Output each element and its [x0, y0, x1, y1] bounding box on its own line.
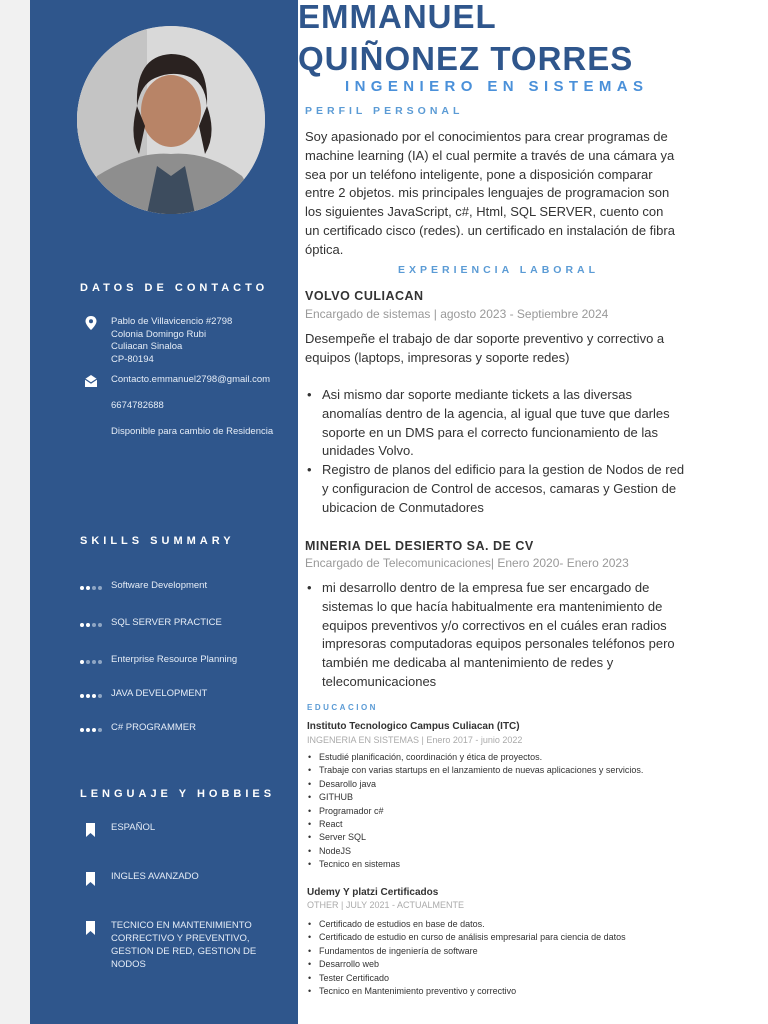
- job-company: MINERIA DEL DESIERTO SA. DE CV: [305, 539, 534, 553]
- list-item: • Server SQL: [307, 831, 707, 844]
- job-subtitle: Encargado de Telecomunicaciones| Enero 2020- Enero 2023: [305, 556, 629, 570]
- education-institution: Udemy Y platzi Certificados: [307, 887, 439, 898]
- language-label: CORRECTIVO Y PREVENTIVO,: [111, 933, 250, 944]
- person-name: [298, 0, 633, 80]
- job-company: VOLVO CULIACAN: [305, 289, 424, 303]
- job-subtitle: Encargado de sistemas | agosto 2023 - Septiembre 2024: [305, 307, 609, 321]
- job-bullets: [305, 386, 685, 518]
- contact-section-title: DATOS DE CONTACTO: [80, 282, 269, 294]
- education-institution: Instituto Tecnologico Campus Culiacan (ITC): [307, 721, 520, 732]
- list-item: • Registro de planos del edificio para la gestion de Nodos de red y configuracion de Control de accesos, camaras y Gestion de ubicacion de Conmutadores: [305, 461, 685, 517]
- bookmark-icon: [86, 921, 95, 935]
- profile-text: Soy apasionado por el conocimientos para crear programas de machine learning (IA) el cual permite a través de una cámara ya sea por un teléfono inteligente, pone a disposición comparar entre 2 objetos. mis principales lenguajes de programacion son los siguientes JavaScript, c#, Html, SQL SERVER, cuento con un certificado cisco (redes). un certificado en instalación de fibra óptica.: [305, 129, 675, 257]
- skill-dot: [80, 694, 84, 698]
- language-label: INGLES AVANZADO: [111, 871, 199, 882]
- list-item: • Asi mismo dar soporte mediante tickets a las diversas anomalías dentro de la agencia, al igual que tuve que darles soporte en un DMS para el correcto funcionamiento de las unidades Volvo.: [305, 386, 685, 461]
- language-item: [80, 919, 300, 973]
- address-line: Culiacan Sinaloa: [111, 341, 183, 352]
- list-item: • Tecnico en Mantenimiento preventivo y correctivo: [307, 985, 707, 998]
- job-role: INGENIERO EN SISTEMAS: [345, 78, 649, 95]
- skill-label: C# PROGRAMMER: [111, 722, 196, 733]
- page-margin: [0, 0, 30, 1024]
- skill-dot: [86, 623, 90, 627]
- skill-item: [80, 654, 300, 668]
- list-item: • Trabaje con varias startups en el lanzamiento de nuevas aplicaciones y servicios.: [307, 764, 707, 777]
- skill-dot: [92, 728, 96, 732]
- profile-photo: [77, 26, 265, 214]
- skill-dot: [92, 623, 96, 627]
- sidebar: [30, 0, 298, 1024]
- list-item: • Fundamentos de ingeniería de software: [307, 945, 707, 958]
- list-item: • GITHUB: [307, 791, 707, 804]
- skill-dot: [98, 728, 102, 732]
- contact-phone: [80, 400, 290, 414]
- name-line: EMMANUEL: [298, 0, 497, 35]
- skill-dot: [80, 728, 84, 732]
- languages-section-title: LENGUAJE Y HOBBIES: [80, 788, 276, 800]
- skill-level-dots: [80, 620, 108, 628]
- skill-dot: [86, 586, 90, 590]
- name-line: QUIÑONEZ TORRES: [298, 40, 634, 77]
- address-line: Pablo de Villavicencio #2798: [111, 316, 233, 327]
- skill-item: [80, 722, 300, 736]
- skill-dot: [98, 694, 102, 698]
- contact-availability: [80, 426, 290, 440]
- skill-label: SQL SERVER PRACTICE: [111, 617, 222, 628]
- availability-text: Disponible para cambio de Residencia: [111, 426, 274, 437]
- skill-item: [80, 688, 300, 702]
- list-item: • Estudié planificación, coordinación y ética de proyectos.: [307, 751, 707, 764]
- bookmark-icon: [86, 823, 95, 837]
- skill-dot: [86, 728, 90, 732]
- skill-level-dots: [80, 583, 108, 591]
- skill-dot: [86, 694, 90, 698]
- skill-label: Software Development: [111, 580, 208, 591]
- address-line: Colonia Domingo Rubi: [111, 328, 207, 340]
- list-item: • NodeJS: [307, 845, 707, 858]
- contact-email: [80, 374, 290, 388]
- language-label: NODOS: [111, 959, 146, 970]
- skill-dot: [98, 586, 102, 590]
- skill-dot: [80, 660, 84, 664]
- skill-label: Enterprise Resource Planning: [111, 654, 238, 665]
- list-item: • Certificado de estudio en curso de análisis empresarial para ciencia de datos: [307, 931, 707, 944]
- education-bullets: [307, 751, 707, 872]
- skill-item: [80, 617, 300, 631]
- skill-dot: [80, 586, 84, 590]
- skill-dot: [80, 623, 84, 627]
- language-label: ESPAÑOL: [111, 822, 156, 833]
- list-item: • Tester Certificado: [307, 972, 707, 985]
- bookmark-icon: [86, 872, 95, 886]
- job-description: Desempeñe el trabajo de dar soporte preventivo y correctivo a equipos (laptops, impresoras y soporte redes): [305, 331, 665, 365]
- skill-level-dots: [80, 657, 108, 665]
- skill-level-dots: [80, 725, 108, 733]
- address-line: CP-80194: [111, 353, 154, 365]
- skill-dot: [92, 660, 96, 664]
- skill-item: [80, 580, 300, 594]
- job-bullets: [305, 579, 685, 692]
- skill-dot: [98, 660, 102, 664]
- skill-dot: [92, 586, 96, 590]
- education-subtitle: INGENERIA EN SISTEMAS | Enero 2017 - junio 2022: [307, 735, 523, 745]
- profile-section-title: PERFIL PERSONAL: [305, 105, 464, 117]
- list-item: • Certificado de estudios en base de datos.: [307, 918, 707, 931]
- skill-dot: [86, 660, 90, 664]
- education-section-title: EDUCACION: [307, 703, 378, 712]
- skill-level-dots: [80, 691, 108, 699]
- list-item: • Programador c#: [307, 805, 707, 818]
- list-item: • Tecnico en sistemas: [307, 858, 707, 871]
- list-item: • React: [307, 818, 707, 831]
- skill-dot: [98, 623, 102, 627]
- language-label: TECNICO EN MANTENIMIENTO: [111, 920, 252, 931]
- experience-section-title: EXPERIENCIA LABORAL: [398, 264, 600, 276]
- list-item: • Desarrollo web: [307, 958, 707, 971]
- language-item: [80, 821, 300, 837]
- location-pin-icon: [84, 316, 98, 330]
- mail-icon: [84, 374, 98, 388]
- education-subtitle: OTHER | JULY 2021 - ACTUALMENTE: [307, 900, 465, 910]
- language-label: GESTION DE RED, GESTION DE: [111, 946, 257, 957]
- list-item: • mi desarrollo dentro de la empresa fue ser encargado de sistemas lo que hacía habitualmente era mantenimiento de equipos preventivos y/o correctivos en el cuáles eran radios impresoras computadoras equipos personales teléfonos pero también me dedicaba al mantenimiento de redes y telecomunicaciones: [305, 579, 685, 692]
- email-link[interactable]: Contacto.emmanuel2798@gmail.com: [111, 374, 271, 385]
- education-bullets: [307, 918, 707, 998]
- phone-number: 6674782688: [111, 400, 164, 411]
- contact-address: [80, 316, 290, 368]
- skills-section-title: SKILLS SUMMARY: [80, 535, 235, 547]
- skill-dot: [92, 694, 96, 698]
- skill-label: JAVA DEVELOPMENT: [111, 688, 208, 699]
- list-item: • Desarollo java: [307, 778, 707, 791]
- language-item: [80, 870, 300, 886]
